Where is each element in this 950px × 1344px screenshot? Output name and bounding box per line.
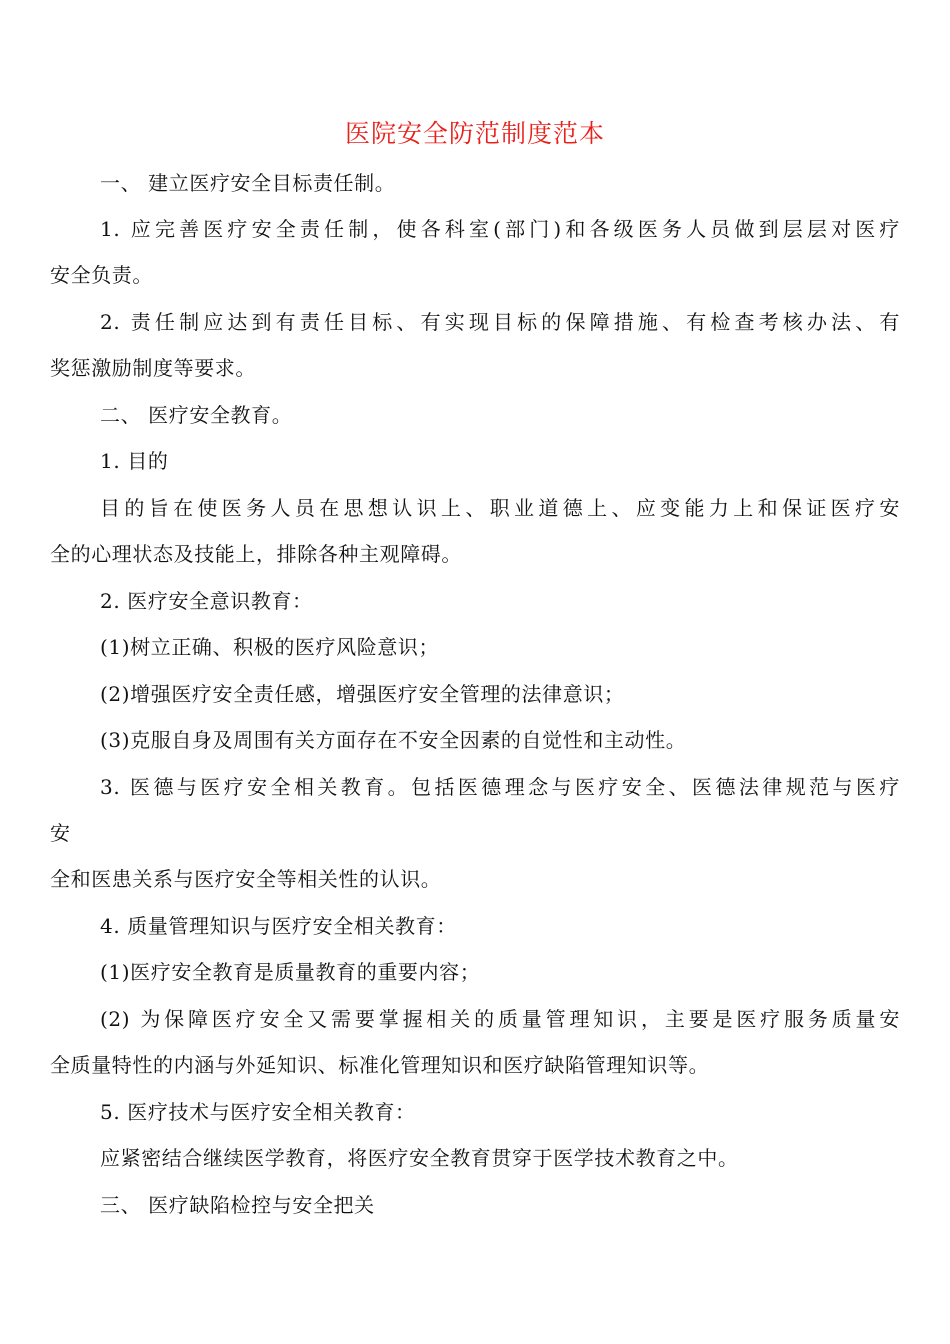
paragraph-line: 应紧密结合继续医学教育，将医疗安全教育贯穿于医学技术教育之中。 bbox=[100, 1146, 739, 1170]
section-heading-3: 三、 医疗缺陷检控与安全把关 bbox=[100, 1193, 375, 1217]
paragraph-line: 2. 医疗安全意识教育： bbox=[100, 589, 313, 613]
paragraph-line: (3)克服自身及周围有关方面存在不安全因素的自觉性和主动性。 bbox=[100, 728, 687, 752]
paragraph-line: (2) 为保障医疗安全又需要掌握相关的质量管理知识，主要是医疗服务质量安 bbox=[100, 1007, 900, 1031]
paragraph-line: (2)增强医疗安全责任感，增强医疗安全管理的法律意识； bbox=[100, 682, 625, 706]
paragraph-line: (1)树立正确、积极的医疗风险意识； bbox=[100, 635, 440, 659]
paragraph-line: 2. 责任制应达到有责任目标、有实现目标的保障措施、有检查考核办法、有 bbox=[100, 310, 900, 334]
document-title: 医院安全防范制度范本 bbox=[344, 119, 605, 148]
paragraph-line: 1. 目的 bbox=[100, 449, 169, 473]
paragraph-line: 全的心理状态及技能上，排除各种主观障碍。 bbox=[50, 542, 462, 566]
paragraph-line: (1)医疗安全教育是质量教育的重要内容； bbox=[100, 960, 481, 984]
paragraph-line: 全质量特性的内涵与外延知识、标准化管理知识和医疗缺陷管理知识等。 bbox=[50, 1053, 710, 1077]
paragraph-line: 安 bbox=[50, 821, 71, 845]
section-heading-2: 二、 医疗安全教育。 bbox=[100, 403, 293, 427]
paragraph-line: 奖惩激励制度等要求。 bbox=[50, 356, 256, 380]
paragraph-line: 全和医患关系与医疗安全等相关性的认识。 bbox=[50, 867, 442, 891]
paragraph-line: 5. 医疗技术与医疗安全相关教育： bbox=[100, 1100, 416, 1124]
paragraph-line: 目的旨在使医务人员在思想认识上、职业道德上、应变能力上和保证医疗安 bbox=[100, 496, 900, 520]
paragraph-line: 安全负责。 bbox=[50, 263, 153, 287]
paragraph-line: 1. 应完善医疗安全责任制，使各科室(部门)和各级医务人员做到层层对医疗 bbox=[100, 217, 900, 241]
paragraph-line: 3. 医德与医疗安全相关教育。包括医德理念与医疗安全、医德法律规范与医疗 bbox=[100, 775, 900, 799]
paragraph-line: 4. 质量管理知识与医疗安全相关教育： bbox=[100, 914, 457, 938]
section-heading-1: 一、 建立医疗安全目标责任制。 bbox=[100, 171, 396, 195]
